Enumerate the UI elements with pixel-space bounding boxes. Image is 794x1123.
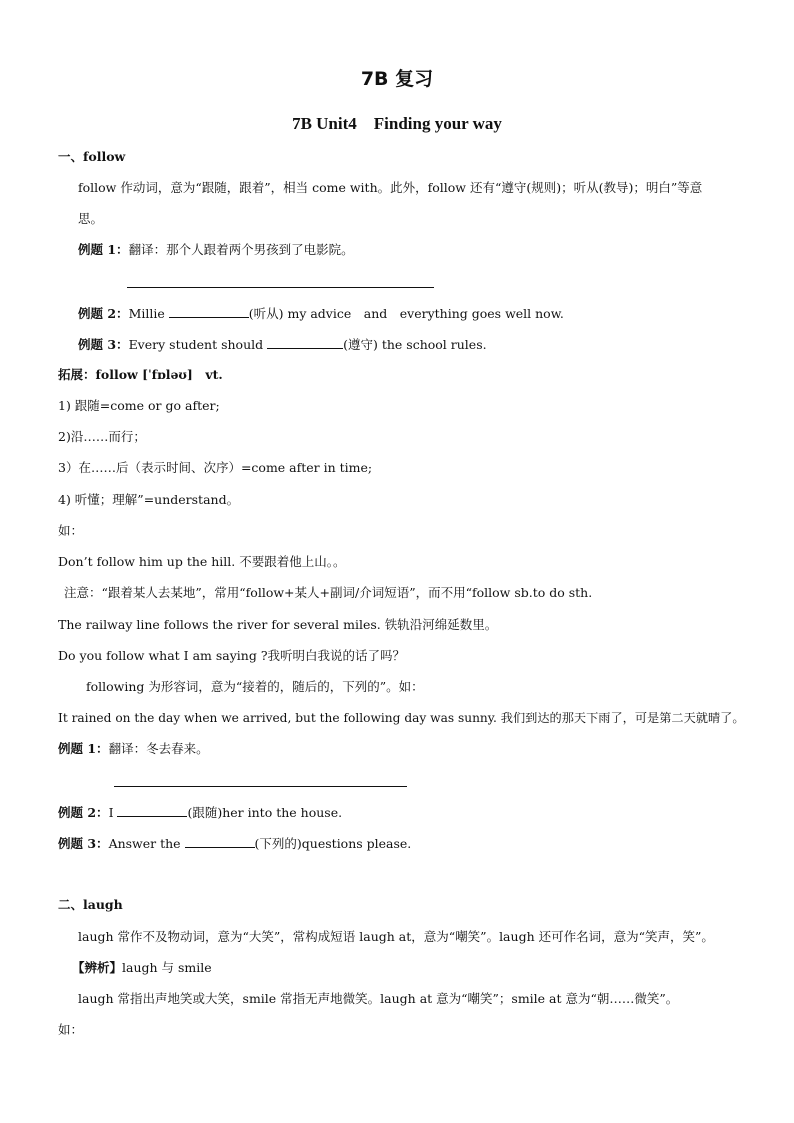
page-subtitle: 7B Unit4 Finding your way — [292, 114, 502, 133]
fill-blank[interactable] — [117, 804, 187, 817]
example-text: (听从) my advice and everything goes well now. — [248, 306, 564, 321]
example-text: Answer the — [108, 836, 185, 851]
answer-line[interactable] — [127, 287, 434, 288]
fill-blank[interactable] — [185, 835, 255, 848]
example-4 — [58, 741, 209, 757]
example-sentence: Don’t follow him up the hill. 不要跟着他上山。。 — [58, 554, 346, 569]
answer-line[interactable] — [114, 786, 407, 787]
example-3 — [78, 336, 487, 353]
example-label: 例题 2： — [78, 306, 129, 321]
example-sentence: It rained on the day when we arrived, but the following day was sunny. 我们到达的那天下雨了，可是第二天就晴了。 — [58, 711, 745, 725]
paragraph: follow 作动词，意为“跟随，跟着”，相当 come with。此外，follow 还有“遵守(规则)；听从(教导)；明白”等意 — [78, 180, 703, 195]
example-sentence: The railway line follows the river for several miles. 铁轨沿河绵延数里。 — [58, 617, 498, 632]
example-text: I — [108, 805, 118, 820]
example-1 — [78, 242, 354, 258]
fill-blank[interactable] — [169, 305, 249, 318]
example-intro: 如： — [58, 523, 84, 538]
example-text: Every student should — [128, 337, 268, 352]
paragraph-continued: 思。 — [78, 211, 104, 226]
example-label: 例题 1： — [78, 242, 129, 257]
extension-heading: 拓展：follow [ˈfɒləʊ] vt. — [58, 367, 223, 382]
comparison-label: 【辨析】 — [72, 960, 123, 975]
paragraph: laugh 常指出声地笑或大笑，smile 常指无声地微笑。laugh at 意为“嘲笑”；smile at 意为“朝……微笑”。 — [78, 991, 679, 1006]
fill-blank[interactable] — [267, 336, 343, 349]
paragraph: laugh 常作不及物动词，意为“大笑”，常构成短语 laugh at，意为“嘲笑”。laugh 还可作名词，意为“笑声，笑”。 — [78, 929, 714, 944]
example-text: Millie — [128, 306, 169, 321]
section-heading-follow: 一、follow — [58, 149, 126, 164]
example-6 — [58, 835, 411, 852]
example-text: 翻译：那个人跟着两个男孩到了电影院。 — [128, 242, 354, 257]
example-text: (下列的)questions please. — [254, 836, 412, 851]
comparison-text: laugh 与 smile — [122, 960, 212, 975]
meaning-1: 1) 跟随=come or go after; — [58, 398, 220, 413]
note: 注意：“跟着某人去某地”，常用“follow+某人+副词/介词短语”，而不用“follow sb.to do sth. — [64, 585, 593, 600]
example-label: 例题 1： — [58, 741, 109, 756]
meaning-2: 2)沿……而行； — [58, 429, 146, 444]
example-label: 例题 3： — [78, 337, 129, 352]
example-2 — [78, 305, 564, 322]
example-text: 翻译：冬去春来。 — [108, 741, 209, 756]
example-sentence: Do you follow what I am saying ?我听明白我说的话了吗？ — [58, 648, 406, 663]
example-5 — [58, 804, 342, 821]
section-heading-laugh: 二、laugh — [58, 897, 123, 912]
example-text: (遵守) the school rules. — [343, 337, 487, 352]
page-title: 7B 复习 — [360, 68, 434, 90]
comparison-heading — [72, 960, 212, 976]
meaning-4: 4) 听懂；理解”=understand。 — [58, 492, 240, 507]
example-label: 例题 2： — [58, 805, 109, 820]
meaning-3: 3）在……后（表示时间、次序）=come after in time; — [58, 460, 373, 475]
example-label: 例题 3： — [58, 836, 109, 851]
following-explanation: following 为形容词，意为“接着的，随后的，下列的”。如： — [86, 679, 424, 694]
example-intro: 如： — [58, 1022, 84, 1037]
example-text: (跟随)her into the house. — [187, 805, 343, 820]
